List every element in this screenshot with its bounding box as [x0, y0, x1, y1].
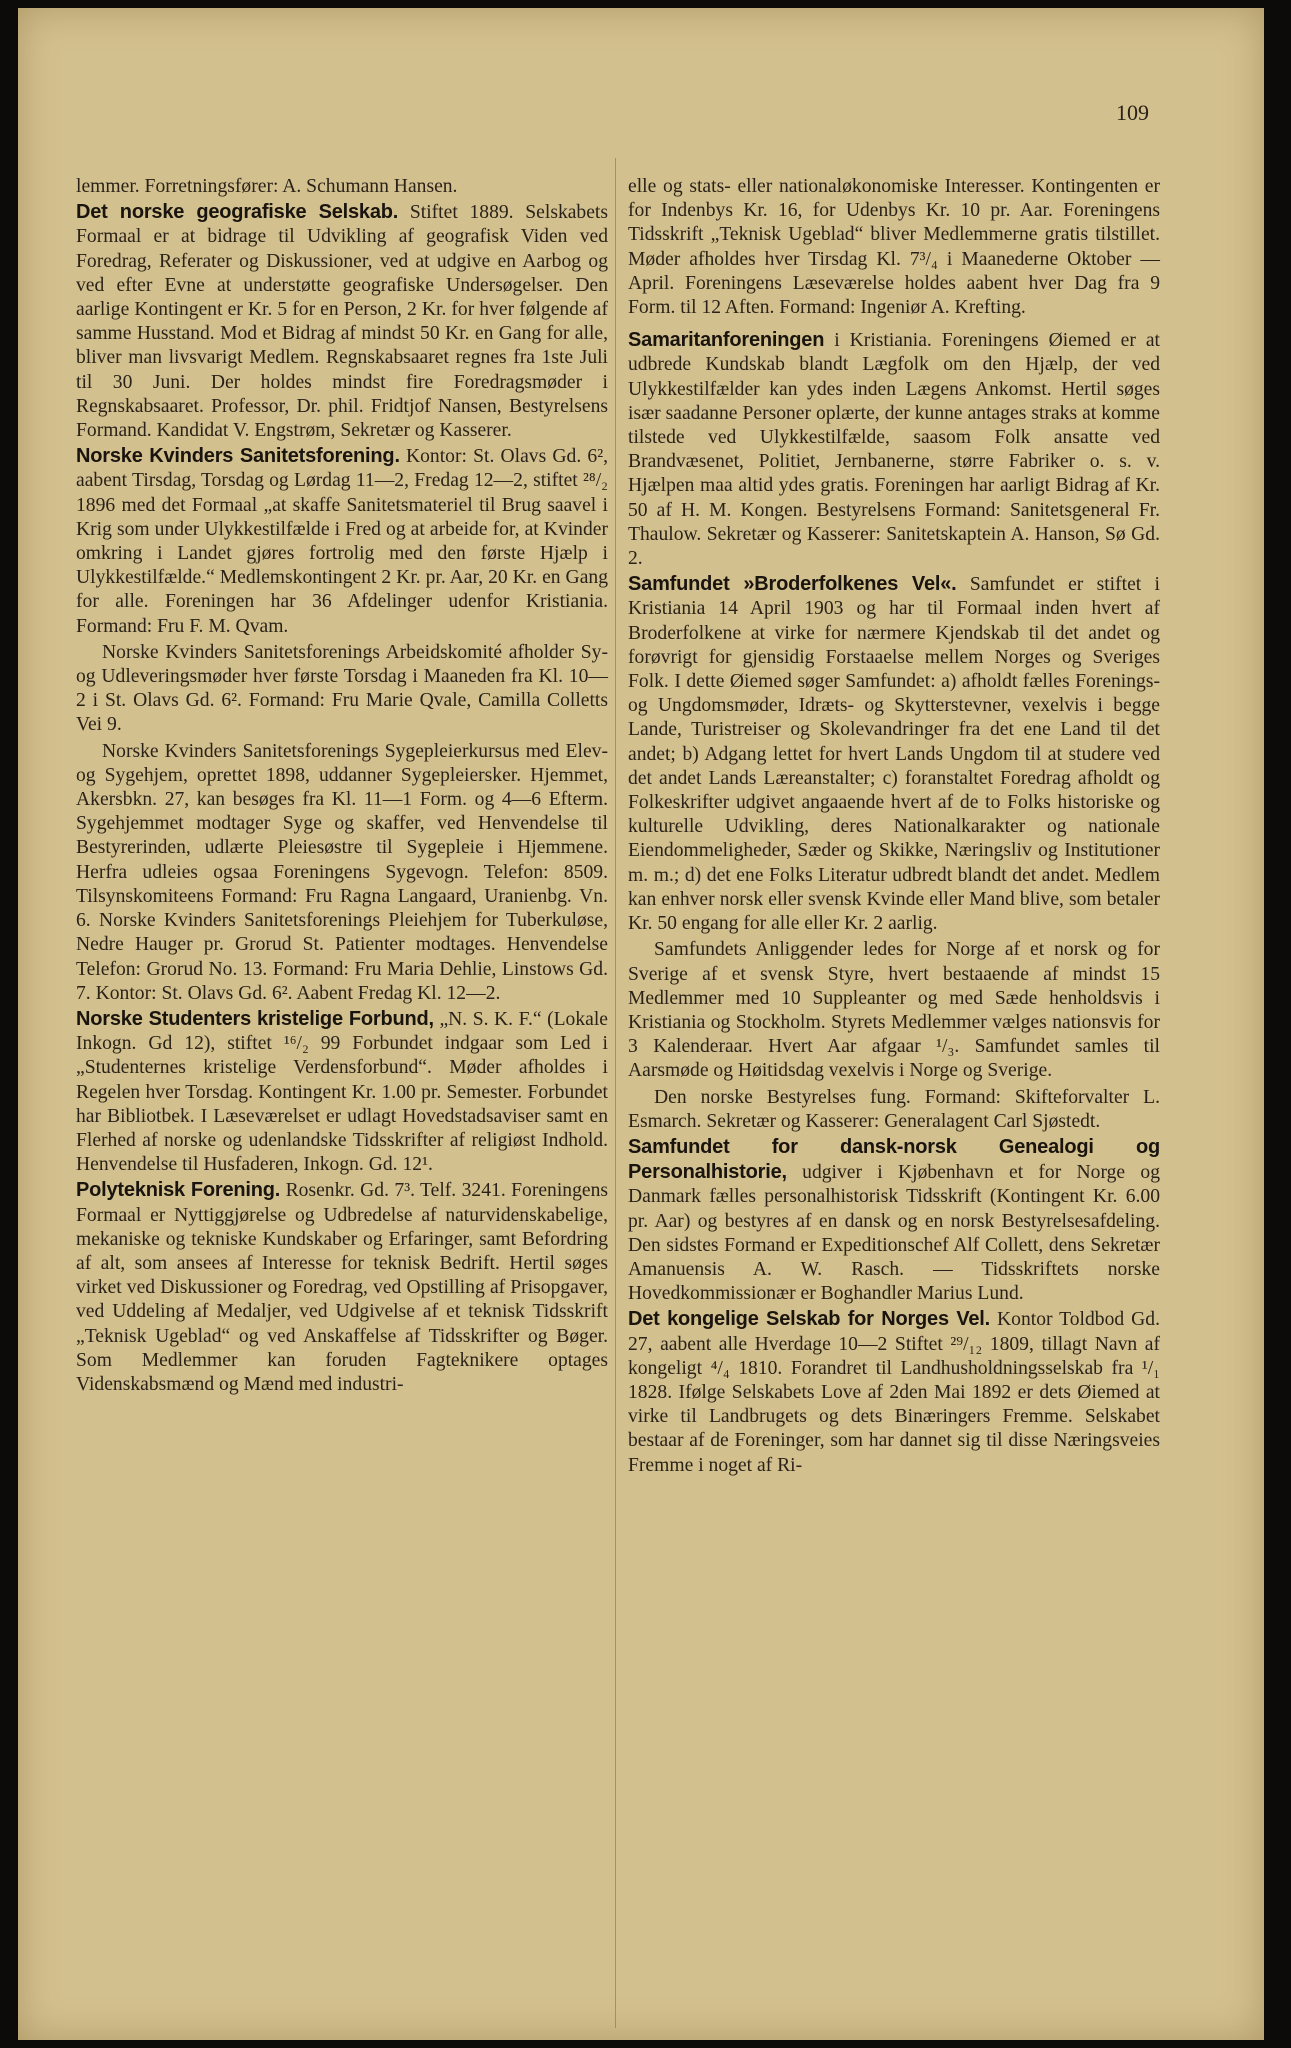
entry — [628, 1135, 1160, 1306]
entry — [628, 572, 1160, 936]
entry-text: „N. S. K. F.“ (Lokale Inkogn. Gd 12), stiftet ¹⁶/₂ 99 Forbundet indgaar som Led i „Studenternes kristelige Verdensforbund“. Møder afholdes i Regelen hver Torsdag. Kontingent Kr. 1.00 pr. Semester. Forbundet har Bibliotbek. I Læseværelset er udlagt Hovedstadsaviser samt en Flerhed af norske og udenlandske Tidsskrifter af religiøst Indhold. Henvendelse til Husfaderen, Inkogn. Gd. 12¹. — [76, 1008, 608, 1176]
page-number: 109 — [1116, 100, 1149, 125]
entry-text: Norske Kvinders Sanitetsforenings Sygepleierkursus med Elev- og Sygehjem, oprettet 1898, uddanner Sygepleiersker. Hjemmet, Akersbkn. 27, kan besøges fra Kl. 11—1 Form. og 4—6 Efterm. Sygehjemmet modtager Syge og skaffer, ved Henvendelse til Bestyrerinden, udlærte Pleiesøstre til Sygepleie i Hjemmene. Herfra udleies ogsaa Foreningens Sygevogn. Telefon: 8509. Tilsynskomiteens Formand: Fru Ragna Langaard, Uranienbg. Vn. 6. Norske Kvinders Sanitetsforenings Pleiehjem for Tuberkuløse, Nedre Hauger pr. Grorud St. Patienter modtages. Henvendelse Telefon: Grorud No. 13. Formand: Fru Maria Dehlie, Linstows Gd. 7. Kontor: St. Olavs Gd. 6². Aabent Fredag Kl. 12—2. — [76, 740, 608, 1004]
entry-text: udgiver i Kjøbenhavn et for Norge og Danmark fælles personalhistorisk Tidsskrift (Kontingent Kr. 6.00 pr. Aar) og bestyres af en dansk og en norsk Bestyrelsesafdeling. Den sidstes Formand er Expeditionschef Alf Collett, dens Sekretær Amanuensis A. W. Rasch. — Tidsskriftets norske Hovedkommissionær er Boghandler Marius Lund. — [628, 1162, 1160, 1305]
entry-heading: Samaritanforeningen — [628, 329, 825, 352]
entry — [628, 1307, 1160, 1477]
entry-heading: Det norske geografiske Selskab. — [76, 201, 399, 224]
entry-text: Kontor Toldbod Gd. 27, aabent alle Hverdage 10—2 Stiftet ²⁹/₁₂ 1809, tillagt Navn af kongeligt ⁴/₄ 1810. Forandret til Landhusholdningsselskab fra ¹/₁ 1828. Ifølge Selskabets Love af 2den Mai 1892 er dets Øiemed at virke til Landbrugets og dets Binæringers Fremme. Selskabet bestaar af de Foreninger, som har dannet sig til disse Næringsveies Fremme i noget af Ri- — [628, 1309, 1160, 1476]
entry-heading: Samfundet »Broderfolkenes Vel«. — [628, 573, 957, 596]
entry — [76, 1007, 608, 1177]
entry — [76, 640, 608, 738]
entry — [628, 1085, 1160, 1134]
right-column — [628, 174, 1160, 1479]
entry-text: lemmer. Forretningsfører: A. Schumann Hansen. — [76, 176, 458, 197]
entry-text: i Kristiania. Foreningens Øiemed er at udbrede Kundskab blandt Lægfolk om den Hjælp, der ved Ulykkestilfælder kan ydes inden Lægens Ankomst. Hertil søges især saadanne Personer oplærte, der kunne antages straks at komme tilstede ved Ulykkestilfælde, saasom Folk ansatte ved Brandvæsenet, Politiet, Jernbanerne, større Fabriker o. s. v. Hjælpen maa altid ydes gratis. Foreningen har aarligt Bidrag af Kr. 50 af H. M. Kongen. Bestyrelsens Formand: Sanitetsgeneral Fr. Thaulow. Sekretær og Kasserer: Sanitetskaptein A. Hanson, Sø Gd. 2. — [628, 330, 1160, 570]
entry — [628, 328, 1160, 571]
left-column — [76, 174, 608, 1398]
entry-heading: Norske Kvinders Sanitetsforening. — [76, 445, 400, 468]
entry-text: elle og stats- eller nationaløkonomiske Interesser. Kontingenten er for Indenbys Kr. 16, for Udenbys Kr. 10 pr. Aar. Foreningens Tidsskrift „Teknisk Ugeblad“ bliver Medlemmerne gratis tilstillet. Møder afholdes hver Tirsdag Kl. 7³/₄ i Maanederne Oktober — April. Foreningens Læseværelse holdes aabent hver Dag fra 9 Form. til 12 Aften. Formand: Ingeniør A. Krefting. — [628, 176, 1160, 319]
entry-heading: Polyteknisk Forening. — [76, 1179, 281, 1202]
entry-text: Rosenkr. Gd. 7³. Telf. 3241. Foreningens Formaal er Nyttiggjørelse og Udbredelse af naturvidenskabelige, mekaniske og tekniske Kundskaber og Erfaringer, samt Befordring af alt, som ansees af Interesse for teknisk Bedrift. Hertil søges virket ved Diskussioner og Foredrag, ved Opstilling af Prisopgaver, ved Uddeling af Medaljer, ved Udgivelse af et teknisk Tidsskrift „Teknisk Ugeblad“ og ved Anskaffelse af Tidsskrifter og Bøger. Som Medlemmer kan foruden Fagteknikere optages Videnskabsmænd og Mænd med industri- — [76, 1180, 609, 1395]
entry-text: Samfundet er stiftet i Kristiania 14 April 1903 og har til Formaal inden hvert af Broderfolkene at virke for nærmere Kjendskab til det andet og forøvrigt for gjensidig Forstaaelse mellem Norges og Sveriges Folk. I dette Øiemed søger Samfundet: a) afholdt fælles Forenings- og Ungdomsmøder, Idræts- og Skytterstevner, vexelvis i begge Lande, Turistreiser og Skolevandringer fra det ene Land til det andet; b) Adgang lettet for hvert Lands Ungdom til at studere ved det andet Lands Læreanstalter; c) foranstaltet Foredrag afholdt og Folkeskrifter udgivet angaaende hvert af de to Folks historiske og kulturelle Udvikling, deres Nationalkarakter og nationale Eiendommeligheder, Sæder og Skikke, Næringsliv og Institutioner m. m.; d) det ene Folks Literatur udbredt blandt det andet. Medlem kan enhver norsk eller svensk Kvinde eller Mand blive, som betaler Kr. 50 engang for alle eller Kr. 2 aarlig. — [628, 574, 1160, 935]
entry — [628, 174, 1160, 320]
entry-text: Norske Kvinders Sanitetsforenings Arbeidskomité afholder Sy- og Udleveringsmøder hver første Torsdag i Maaneden fra Kl. 10—2 i St. Olavs Gd. 6². Formand: Fru Marie Qvale, Camilla Colletts Vei 9. — [76, 641, 608, 736]
entry-text: Stiftet 1889. Selskabets Formaal er at bidrage til Udvikling af geografisk Viden ved Foredrag, Referater og Diskussioner, ved at udgive en Aarbog og ved efter Evne at understøtte geografiske Undersøgelser. Den aarlige Kontingent er Kr. 5 for en Person, 2 Kr. for hver følgende af samme Husstand. Mod et Bidrag af mindst 50 Kr. en Gang for alle, bliver man livsvarigt Medlem. Regnskabsaaret regnes fra 1ste Juli til 30 Juni. Der holdes mindst fire Foredragsmøder i Regnskabsaaret. Professor, Dr. phil. Fridtjof Nansen, Bestyrelsens Formand. Kandidat V. Engstrøm, Sekretær og Kasserer. — [76, 202, 608, 442]
entry — [76, 739, 608, 1006]
entry — [76, 200, 608, 443]
entry-heading: Norske Studenters kristelige Forbund, — [76, 1007, 434, 1030]
page — [18, 8, 1264, 2040]
entry-heading: Samfundet for dansk-norsk Genealogi og Personalhistorie, — [628, 1135, 1160, 1184]
entry-text: Kontor: St. Olavs Gd. 6², aabent Tirsdag, Torsdag og Lørdag 11—2, Fredag 12—2, stiftet ²⁸/₂ 1896 med det Formaal „at skaffe Sanitetsmateriel til Brug saavel i Krig som under Ulykkestilfælde i Fred og at arbeide for, at Kvinder omkring i Landet gjøres fortrolig med den første Hjælp i Ulykkestilfælde.“ Medlemskontingent 2 Kr. pr. Aar, 20 Kr. en Gang for alle. Foreningen har 36 Afdelinger udenfor Kristiania. Formand: Fru F. M. Qvam. — [76, 446, 608, 637]
entry — [76, 1178, 608, 1397]
entry — [76, 174, 608, 199]
entry-text: Samfundets Anliggender ledes for Norge af et norsk og for Sverige af et svensk Styre, hvert bestaaende af mindst 15 Medlemmer med 10 Suppleanter og med Sæde henholdsvis i Kristiania og Stockholm. Styrets Medlemmer vælges nationsvis for 3 Kalenderaar. Hvert Aar afgaar ¹/₃. Samfundet samles til Aarsmøde og Høitidsdag vexelvis i Norge og Sverige. — [628, 939, 1160, 1082]
entry-heading: Det kongelige Selskab for Norges Vel. — [628, 1308, 991, 1331]
entry — [76, 444, 608, 639]
column-divider — [615, 158, 616, 2028]
entry — [628, 937, 1160, 1083]
entry-text: Den norske Bestyrelses fung. Formand: Skifteforvalter L. Esmarch. Sekretær og Kasserer: Generalagent Carl Sjøstedt. — [628, 1086, 1160, 1132]
